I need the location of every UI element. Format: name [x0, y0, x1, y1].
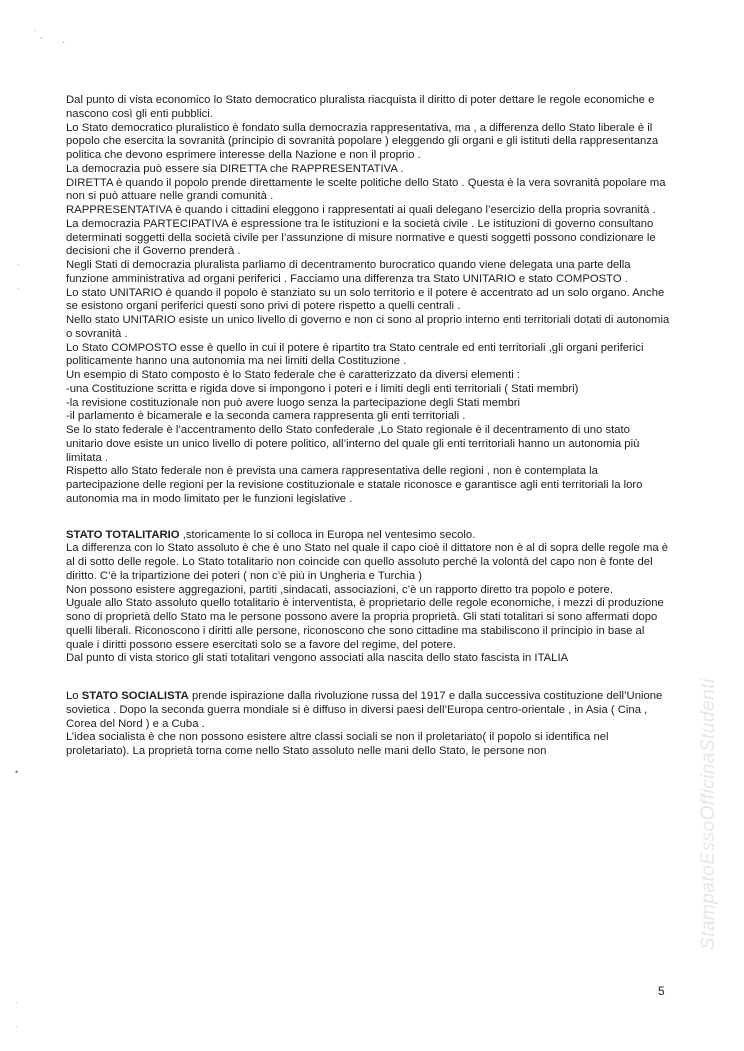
paragraph: Se lo stato federale è l’accentramento dello Stato confederale ,Lo Stato regionale è il decentramento di uno stato unitario dove esiste un unico livello di potere politico, all’interno del quale gli enti territoriali hanno un autonomia più limitata .	[66, 424, 640, 464]
heading-prefix: Lo	[66, 690, 82, 702]
list-line: -il parlamento è bicamerale e la seconda camera rappresenta gli enti territoriali .	[66, 410, 466, 423]
paragraph: DIRETTA è quando il popolo prende direttamente le scelte politiche dello Stato . Questa è la vera sovranità popolare ma non si può attuare nelle grandi comunità .	[66, 176, 666, 203]
paragraph: Dal punto di vista economico lo Stato democratico pluralista riacquista il diritto di poter dettare le regole economiche e nascono così gli enti pubblici.	[66, 94, 655, 120]
paragraph: La differenza con lo Stato assoluto è che è uno Stato nel quale il capo cioè il dittatore non è al di sopra delle regole ma è al di sotto delle regole. Lo Stato totalitario non coincide con quello assoluto perché la volontà del capo non è fonte del diritto. C’è la tripartizione dei poteri ( non c’è più in Ungheria e Turchia )	[66, 542, 669, 582]
paragraph: Lo Stato COMPOSTO esse è quello in cui il potere è ripartito tra Stato centrale ed enti territoriali ,gli organi periferici politicamente hanno una autonomia ma nei limiti della Costituzione .	[66, 341, 644, 368]
section-heading-paragraph	[66, 529, 670, 543]
paragraph: La democrazia può essere sia DIRETTA che RAPPRESENTATIVA .	[66, 162, 404, 175]
paragraph: Lo Stato democratico pluralistico è fondato sulla democrazia rappresentativa, ma , a differenza dello Stato liberale è il popolo che esercita la sovranità (principio di sovranità popolare ) eleggendo gli organi e gli istituti della rappresentanza politica che devono esprimere interesse della Nazione e non il proprio .	[66, 121, 659, 161]
scan-speck: •	[15, 767, 19, 777]
scan-speck: ˙ ˏ	[34, 29, 43, 39]
scan-speck: ˑ	[15, 1023, 18, 1033]
paragraph: Nello stato UNITARIO esiste un unico livello di governo e non ci sono al proprio interno enti territoriali dotati di autonomia o sovranità .	[66, 314, 670, 340]
paragraph: Uguale allo Stato assoluto quello totalitario è interventista, è proprietario delle regole economiche, i mezzi di produzione sono di proprietà dello Stato ma le persone possono avere la propria proprietà. Gli stati totalitari si sono affermati dopo quelli liberali. Riconoscono i diritti alle persone, riconoscono che sono cittadine ma stabiliscono il principio in base al quale i diritti possono essere esercitati solo se a favore del regime, del potere.	[66, 597, 664, 651]
section-heading: STATO SOCIALISTA	[81, 690, 189, 702]
section-heading: STATO TOTALITARIO	[66, 528, 180, 541]
heading-remainder: prende ispirazione dalla rivoluzione russa del 1917 e dalla successiva costituzione dell’Unione sovietica . Dopo la seconda guerra mondiale si è diffuso in diversi paesi dell’Europa centro-orientale , in Asia ( Cina , Corea del Nord ) e a Cuba .	[66, 690, 663, 730]
section-heading-paragraph	[66, 690, 670, 731]
watermark-text: StampatoEssoOfficinaStudenti	[698, 678, 719, 950]
heading-remainder: ,storicamente lo si colloca in Europa nel ventesimo secolo.	[179, 528, 476, 541]
paragraph: Negli Stati di democrazia pluralista parliamo di decentramento burocratico quando viene delegata una parte della funzione amministrativa ad organi periferici . Facciamo una differenza tra Stato UNITARIO e stato COMPOSTO .	[66, 259, 631, 285]
scan-speck: ˑ	[17, 285, 20, 295]
list-line: -la revisione costituzionale non può avere luogo senza la partecipazione degli Stati membri	[66, 396, 521, 409]
paragraph: Dal punto di vista storico gli stati totalitari vengono associati alla nascita dello stato fascista in ITALIA	[66, 652, 569, 665]
watermark	[698, 560, 719, 960]
scan-speck: ˑ	[17, 261, 20, 271]
paragraph: RAPPRESENTATIVA è quando i cittadini eleggono i rappresentati ai quali delegano l’esercizio della propria sovranità .	[66, 204, 656, 216]
scan-speck: ˑ	[15, 999, 18, 1009]
page-number: 5	[658, 984, 665, 998]
paragraph: Lo stato UNITARIO è quando il popolo è stanziato su un solo territorio e il potere è accentrato ad un solo organo. Anche se esistono organi periferici questi sono privi di potere rispetto a quelli centrali .	[66, 286, 665, 313]
paragraph: La democrazia PARTECIPATIVA è espressione tra le istituzioni e la società civile . Le istituzioni di governo consultano determinati soggetti della società civile per l’assunzione di misure normative e questi soggetti possono condizionare le decisioni che il Governo prenderà .	[66, 217, 656, 258]
paragraph: L’idea socialista è che non possono esistere altre classi sociali se non il proletariato( il popolo si identifica nel proletariato). La proprietà torna come nello Stato assoluto nelle mani dello Stato, le persone non	[66, 731, 609, 757]
paragraph: Un esempio di Stato composto è lo Stato federale che è caratterizzato da diversi elementi :	[66, 369, 520, 381]
paragraph: Non possono esistere aggregazioni, partiti ,sindacati, associazioni, c’è un rapporto diretto tra popolo e potere.	[66, 583, 613, 596]
scan-speck: ˏ	[62, 33, 65, 43]
list-line: -una Costituzione scritta e rigida dove si impongono i poteri e i limiti degli enti territoriali ( Stati membri)	[66, 382, 579, 395]
paragraph: Rispetto allo Stato federale non è prevista una camera rappresentativa delle regioni , non è contemplata la partecipazione delle regioni per la revisione costituzionale e statale riconosce e garantisce agli enti territoriali la loro autonomia ma in modo limitato per le funzioni legislative .	[66, 465, 643, 505]
body-text	[66, 94, 670, 759]
